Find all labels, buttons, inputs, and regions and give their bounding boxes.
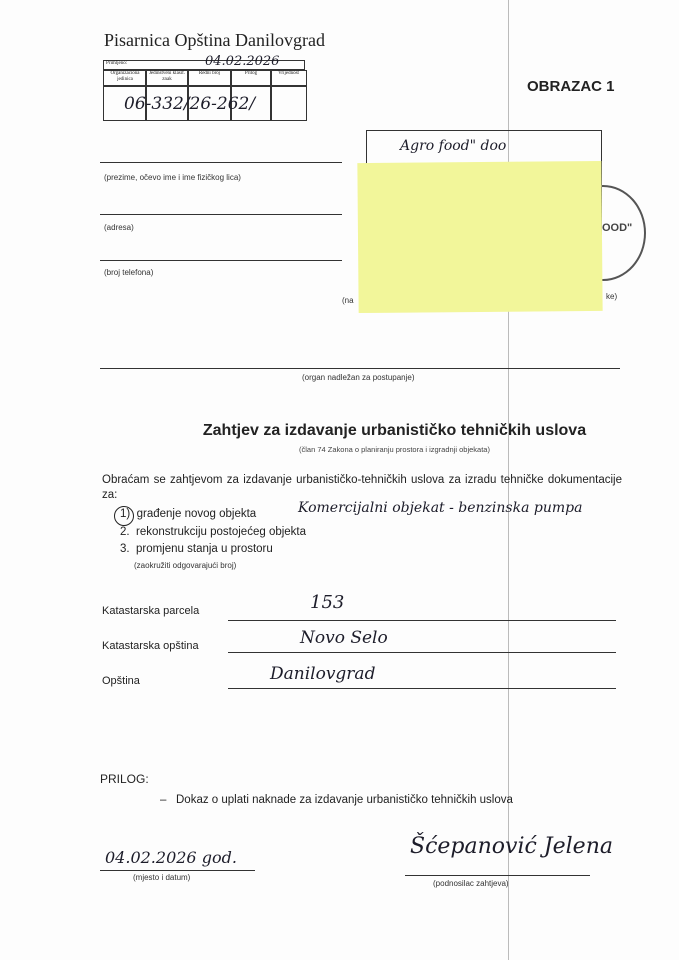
- authority-label: (organ nadležan za postupanje): [302, 373, 415, 382]
- phone-label: (broj telefona): [104, 268, 154, 277]
- col-header: Redni broj: [187, 70, 232, 87]
- option-1[interactable]: [120, 508, 256, 520]
- option-label: promjenu stanja u prostoru: [135, 543, 273, 555]
- field-label: Opština: [102, 675, 140, 687]
- company-label-start: (na: [342, 296, 354, 305]
- name-label: (prezime, očevo ime i ime fizičkog lica): [104, 173, 241, 182]
- date-line: [100, 870, 255, 871]
- authority-line: [100, 368, 620, 369]
- field-label: Katastarska parcela: [102, 605, 200, 617]
- option-number: 1): [120, 508, 131, 520]
- form-title: Zahtjev za izdavanje urbanističko tehničkih uslova: [202, 422, 587, 439]
- company-name: Agro food" doo: [400, 138, 507, 154]
- name-line: [100, 162, 342, 163]
- signature-line: [405, 875, 590, 876]
- stamp-text: OOD": [602, 222, 633, 234]
- parcel-value: 153: [310, 592, 345, 613]
- opstina-line: [228, 688, 616, 689]
- request-intro: Obraćam se zahtjevom za izdavanje urbanističko-tehničkih uslova za izradu tehničke dokumentacije za:: [102, 474, 622, 501]
- address-line: [100, 214, 342, 215]
- option-label: rekonstrukciju postojećeg objekta: [135, 526, 307, 538]
- handwritten-purpose: Komercijalni objekat - benzinska pumpa: [298, 500, 583, 516]
- form-subtitle: (član 74 Zakona o planiranju prostora i izgradnji objekata): [299, 445, 490, 454]
- attachment-dash: –: [160, 794, 167, 806]
- attachment-heading: PRILOG:: [100, 772, 149, 786]
- company-label-end: ke): [606, 292, 618, 301]
- option-label: građenje novog objekta: [136, 508, 257, 520]
- received-date: 04.02.2026: [205, 54, 280, 69]
- signature-label: (podnosilac zahtjeva): [433, 879, 509, 888]
- form-label: OBRAZAC 1: [527, 78, 615, 95]
- col-header: Organizaciona jedinica: [103, 70, 147, 87]
- received-label: Primljeno:: [106, 61, 128, 66]
- municipality-line: [228, 652, 616, 653]
- registry-number: 06-332/26-262/: [124, 94, 256, 114]
- opstina-value: Danilovgrad: [270, 664, 376, 684]
- option-3[interactable]: [120, 543, 273, 555]
- option-note: (zaokružiti odgovarajući broj): [134, 561, 237, 570]
- registry-cell: [270, 85, 307, 121]
- parcel-line: [228, 620, 616, 621]
- phone-line: [100, 260, 342, 261]
- address-label: (adresa): [104, 223, 134, 232]
- attachment-text: Dokaz o uplati naknade za izdavanje urbanističko tehničkih uslova: [176, 794, 513, 806]
- option-number: 3.: [120, 543, 130, 555]
- municipality-value: Novo Selo: [300, 628, 388, 648]
- col-header: Prilog: [230, 70, 272, 87]
- col-header: Jedinstveni klasif. znak: [145, 70, 189, 87]
- date-label: (mjesto i datum): [133, 873, 191, 882]
- option-number: 2.: [120, 526, 130, 538]
- col-header: Vrijednost: [270, 70, 307, 87]
- sticky-note: [357, 161, 602, 313]
- signature: Šćepanović Jelena: [410, 834, 613, 859]
- field-label: Katastarska opština: [102, 640, 199, 652]
- option-2[interactable]: [120, 526, 306, 538]
- office-heading: Pisarnica Opština Danilovgrad: [104, 30, 325, 50]
- date-value: 04.02.2026 god.: [105, 848, 237, 867]
- attachment-item: [160, 794, 513, 806]
